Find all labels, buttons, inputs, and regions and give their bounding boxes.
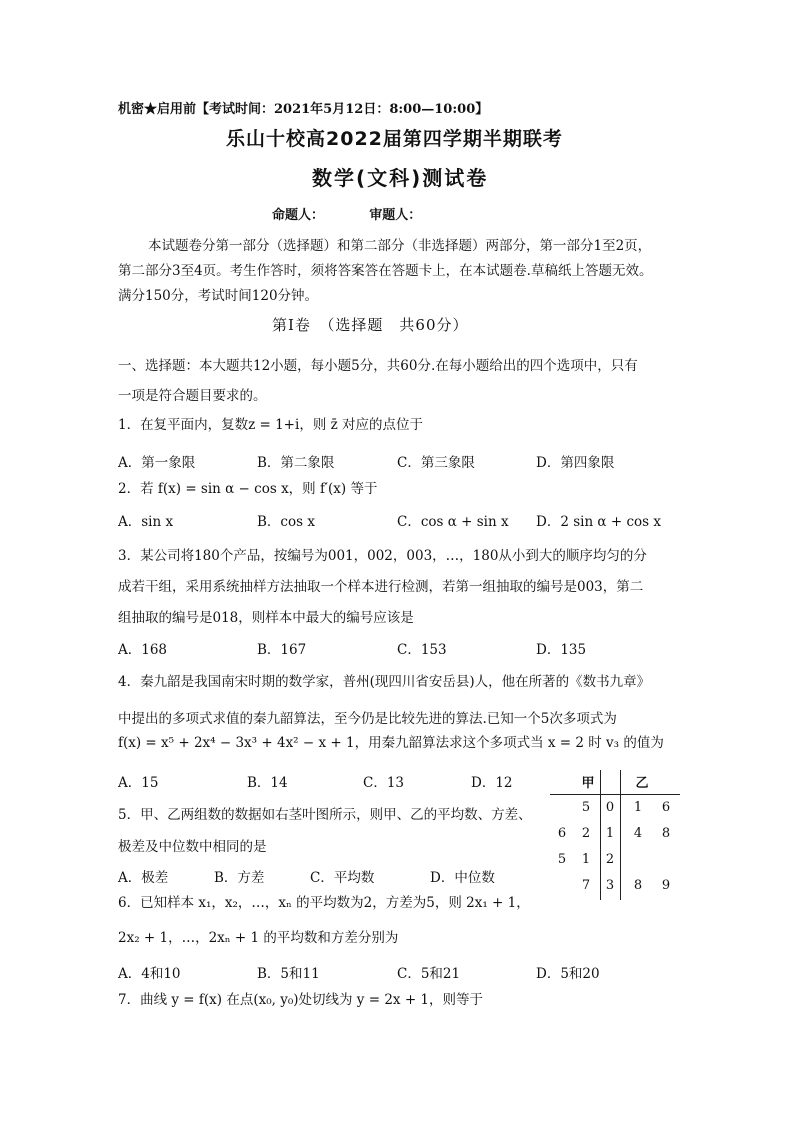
stem-leaf-left-leaf: 2 bbox=[581, 826, 591, 841]
question-7-stem: 7．曲线 y = f(x) 在点(x₀, y₀)处切线为 y = 2x + 1，则等于 bbox=[118, 992, 484, 1008]
question-3-option-c: C．153 bbox=[397, 642, 447, 658]
question-4-option-d: D．12 bbox=[471, 775, 513, 791]
exam-subtitle: 数学(文科)测试卷 bbox=[312, 166, 489, 190]
stem-leaf-left-header: 甲 bbox=[581, 776, 595, 791]
section-heading: 第Ⅰ卷 （选择题 共60分） bbox=[272, 316, 469, 334]
question-1-option-a: A．第一象限 bbox=[118, 455, 196, 471]
question-5-option-c: C．平均数 bbox=[310, 870, 375, 886]
stem-leaf-right-leaf: 6 bbox=[661, 800, 671, 815]
stem-leaf-left-leaf: 1 bbox=[581, 852, 591, 867]
question-1-option-c: C．第三象限 bbox=[397, 455, 475, 471]
stem-leaf-stem: 0 bbox=[605, 800, 615, 815]
question-6-stem-line-2: 2x₂ + 1，…，2xₙ + 1 的平均数和方差分别为 bbox=[118, 930, 399, 946]
question-6-option-a: A．4和10 bbox=[118, 966, 181, 982]
stem-leaf-stem: 2 bbox=[605, 852, 615, 867]
exam-secret-line: 机密★启用前【考试时间：2021年5月12日：8:00—10:00】 bbox=[118, 102, 489, 117]
question-6-option-d: D．5和20 bbox=[536, 966, 600, 982]
stem-leaf-right-leaf: 8 bbox=[633, 878, 643, 893]
question-2-stem: 2．若 f(x) = sin α − cos x，则 f′(x) 等于 bbox=[118, 481, 378, 497]
stem-leaf-right-leaf: 9 bbox=[661, 878, 671, 893]
question-3-stem-line-3: 组抽取的编号是018，则样本中最大的编号应该是 bbox=[118, 610, 414, 626]
question-4-option-c: C．13 bbox=[363, 775, 405, 791]
stem-leaf-stem: 3 bbox=[605, 878, 615, 893]
question-1-option-d: D．第四象限 bbox=[536, 455, 615, 471]
stem-leaf-right-divider bbox=[620, 770, 621, 900]
stem-leaf-right-header: 乙 bbox=[635, 776, 649, 791]
question-1-stem: 1．在复平面内，复数z = 1+i，则 z̄ 对应的点位于 bbox=[118, 417, 424, 433]
stem-leaf-left-leaf: 5 bbox=[557, 852, 567, 867]
stem-leaf-left-leaf: 7 bbox=[581, 878, 591, 893]
question-4-option-b: B．14 bbox=[247, 775, 288, 791]
stem-leaf-stem: 1 bbox=[605, 826, 615, 841]
question-1-option-b: B．第二象限 bbox=[257, 455, 335, 471]
stem-leaf-right-leaf: 4 bbox=[633, 826, 643, 841]
exam-title: 乐山十校高2022届第四学期半期联考 bbox=[226, 128, 563, 150]
stem-leaf-right-leaf: 1 bbox=[633, 800, 643, 815]
stem-leaf-right-leaf: 8 bbox=[661, 826, 671, 841]
stem-leaf-left-leaf: 5 bbox=[581, 800, 591, 815]
question-2-option-b: B．cos x bbox=[257, 514, 315, 530]
stem-leaf-header-rule bbox=[550, 794, 680, 795]
question-3-stem-line-1: 3．某公司将180个产品，按编号为001，002，003，…，180从小到大的顺序均匀的分 bbox=[118, 548, 647, 564]
question-5-stem-line-1: 5．甲、乙两组数的数据如右茎叶图所示，则甲、乙的平均数、方差、 bbox=[118, 807, 532, 823]
question-4-option-a: A．15 bbox=[118, 775, 159, 791]
question-3-option-a: A．168 bbox=[118, 642, 168, 658]
question-2-option-a: A．sin x bbox=[118, 514, 174, 530]
question-6-option-c: C．5和21 bbox=[397, 966, 461, 982]
question-3-option-b: B．167 bbox=[257, 642, 307, 658]
question-4-stem-line-2: 中提出的多项式求值的秦九韶算法，至今仍是比较先进的算法.已知一个5次多项式为 bbox=[118, 711, 617, 727]
instructions-line-3: 满分150分，考试时间120分钟。 bbox=[118, 288, 319, 304]
instructions-line-2: 第二部分3至4页。考生作答时，须将答案答在答题卡上，在本试题卷.草稿纸上答题无效。 bbox=[118, 263, 653, 279]
question-4-stem-line-1: 4．秦九韶是我国南宋时期的数学家，普州(现四川省安岳县)人，他在所著的《数书九章》 bbox=[118, 674, 651, 690]
instructions-line-1: 本试题卷分第一部分（选择题）和第二部分（非选择题）两部分，第一部分1至2页， bbox=[148, 238, 652, 254]
authors-line: 命题人： 审题人： bbox=[272, 208, 422, 223]
question-2-option-d: D．2 sin α + cos x bbox=[536, 514, 661, 530]
part-intro-line-1: 一、选择题：本大题共12小题，每小题5分，共60分.在每小题给出的四个选项中，只有 bbox=[118, 358, 638, 374]
question-5-stem-line-2: 极差及中位数中相同的是 bbox=[118, 839, 267, 855]
question-3-stem-line-2: 成若干组，采用系统抽样方法抽取一个样本进行检测，若第一组抽取的编号是003，第二 bbox=[118, 579, 644, 595]
question-5-option-d: D．中位数 bbox=[430, 870, 495, 886]
question-3-option-d: D．135 bbox=[536, 642, 587, 658]
question-4-stem-line-3: f(x) = x⁵ + 2x⁴ − 3x³ + 4x² − x + 1，用秦九韶算法求这个多项式当 x = 2 时 v₃ 的值为 bbox=[118, 735, 664, 751]
question-6-stem-line-1: 6．已知样本 x₁，x₂，…，xₙ 的平均数为2，方差为5，则 2x₁ + 1， bbox=[118, 895, 530, 911]
question-5-option-b: B．方差 bbox=[214, 870, 265, 886]
question-2-option-c: C．cos α + sin x bbox=[397, 514, 509, 530]
stem-leaf-plot bbox=[550, 770, 680, 900]
question-6-option-b: B．5和11 bbox=[257, 966, 320, 982]
part-intro-line-2: 一项是符合题目要求的。 bbox=[118, 388, 267, 404]
question-5-option-a: A．极差 bbox=[118, 870, 169, 886]
stem-leaf-left-leaf: 6 bbox=[557, 826, 567, 841]
